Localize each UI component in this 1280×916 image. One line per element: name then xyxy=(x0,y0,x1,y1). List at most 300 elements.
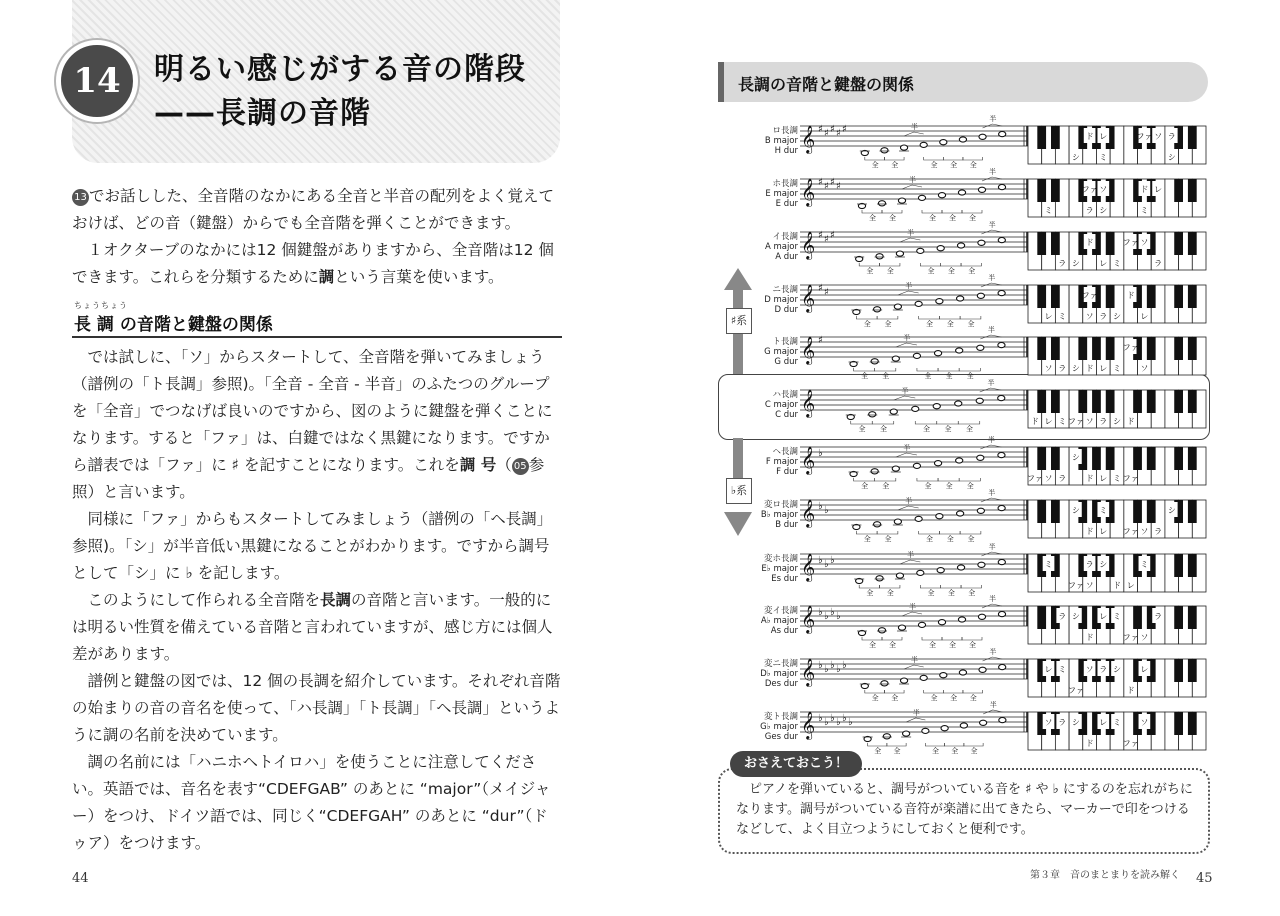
whole-step-mark: 全 xyxy=(924,482,932,490)
key-note-label: ラ xyxy=(1167,132,1176,141)
page-number: 44 xyxy=(72,871,89,886)
key-name-de: As dur xyxy=(770,626,798,636)
black-key xyxy=(1037,500,1046,523)
staff xyxy=(800,379,1030,433)
key-note-label: ド xyxy=(1085,132,1094,141)
whole-step-mark: 全 xyxy=(869,641,876,649)
key-note-label: ド xyxy=(1126,417,1135,426)
black-key xyxy=(1133,447,1142,470)
key-note-label: ソ xyxy=(1140,364,1149,373)
reference-badge: 05 xyxy=(512,458,529,475)
black-key xyxy=(1147,500,1156,523)
intro-paragraph-2: １オクターブのなかには12 個鍵盤がありますから、全音階は12 個できます。これらを分類するために調という言葉を使います。 xyxy=(72,241,554,286)
whole-step-bracket xyxy=(939,316,960,319)
whole-step-bracket xyxy=(939,531,960,534)
half-step-caret xyxy=(900,238,920,242)
scale-note xyxy=(958,190,965,195)
whole-step-bracket xyxy=(887,743,906,746)
key-note-label: ミ xyxy=(1140,206,1149,215)
scale-note xyxy=(896,573,903,578)
whole-step-bracket xyxy=(962,637,982,640)
key-name xyxy=(728,447,798,477)
half-step-mark: 半 xyxy=(901,387,909,395)
half-step-mark: 半 xyxy=(989,115,997,123)
key-note-label: シ xyxy=(1071,718,1080,727)
key-note-label: レ xyxy=(1099,259,1108,268)
black-key xyxy=(1188,179,1197,202)
key-note-label: シ xyxy=(1099,560,1108,569)
scale-note xyxy=(998,453,1005,458)
whole-step-mark: 全 xyxy=(871,161,879,169)
key-note-label: ド xyxy=(1085,739,1094,748)
flat-accidental-icon: ♭ xyxy=(818,713,823,724)
whole-step-mark: 全 xyxy=(947,267,955,275)
scale-note xyxy=(958,617,965,622)
key-note-label: レ xyxy=(1099,364,1108,373)
whole-step-bracket xyxy=(872,421,894,424)
half-step-caret xyxy=(898,291,919,295)
key-name-en: E♭ major xyxy=(761,564,798,574)
key-name-en: B major xyxy=(764,136,798,146)
body-paragraph-1: では試しに、「ソ」からスタートして、全音階を弾いてみましょう（譜例の「ト長調」参照)。「全音 - 全音 - 半音」のふたつのグループを「全音」でつなげば良いのですから、図のように鍵盤を弾くことになります。すると「ファ」は、白鍵ではなく黒鍵になります。ですから譜表では「ファ」に ♯ を記すことになります。これを調 号（ 05 参照）と言います。 xyxy=(72,348,553,501)
key-name xyxy=(728,232,798,262)
whole-step-mark: 全 xyxy=(969,161,977,169)
key-name-jp: ハ長調 xyxy=(772,390,798,400)
scale-note xyxy=(979,134,986,139)
whole-step-mark: 全 xyxy=(863,320,871,328)
scale-note xyxy=(878,628,885,633)
key-name-jp: 変ト長調 xyxy=(763,712,798,722)
key-note-label: ド xyxy=(1126,686,1135,695)
key-row xyxy=(640,221,1280,275)
scale-note xyxy=(900,145,907,150)
key-note-label: ド xyxy=(1085,364,1094,373)
treble-clef-icon: 𝄞 xyxy=(801,125,816,153)
whole-step-mark: 全 xyxy=(968,267,976,275)
black-key xyxy=(1133,606,1142,629)
key-name xyxy=(728,126,798,156)
sharp-accidental-icon: ♯ xyxy=(818,177,823,188)
whole-step-bracket xyxy=(942,210,962,213)
whole-step-bracket xyxy=(880,263,900,266)
flat-system-label: ♭系 xyxy=(726,478,752,504)
scale-note xyxy=(999,665,1006,670)
black-key xyxy=(1106,447,1115,470)
whole-step-bracket xyxy=(856,316,877,319)
half-step-caret xyxy=(904,665,924,669)
key-name-en: D major xyxy=(764,295,798,305)
scale-note xyxy=(980,720,987,725)
half-step-mark: 半 xyxy=(909,176,916,184)
scale-note xyxy=(913,463,920,468)
key-note-label: ファ xyxy=(1068,581,1084,590)
flat-accidental-icon: ♭ xyxy=(818,660,823,671)
key-note-label: ソ xyxy=(1085,312,1094,321)
half-step-caret xyxy=(900,560,920,564)
key-note-label: シ xyxy=(1167,153,1176,162)
scale-note xyxy=(883,734,890,739)
key-note-label: ファ xyxy=(1122,739,1139,748)
whole-step-mark: 全 xyxy=(930,161,938,169)
black-key xyxy=(1174,232,1183,255)
whole-step-mark: 全 xyxy=(949,214,956,222)
whole-step-mark: 全 xyxy=(924,372,932,380)
whole-step-bracket xyxy=(920,585,940,588)
staff xyxy=(800,489,1030,543)
flat-accidental-icon: ♭ xyxy=(842,660,847,671)
scale-note xyxy=(977,508,984,513)
whole-step-mark: 全 xyxy=(866,589,874,597)
key-row xyxy=(640,436,1280,490)
key-row xyxy=(640,274,1280,328)
whole-step-bracket xyxy=(865,690,885,693)
half-step-caret xyxy=(898,506,919,510)
key-note-label: ラ xyxy=(1058,718,1067,727)
key-note-label: ファ xyxy=(1122,633,1139,642)
scale-note xyxy=(920,675,927,680)
whole-step-mark: 全 xyxy=(861,482,869,490)
key-note-label: ラ xyxy=(1099,417,1108,426)
key-note-label: ミ xyxy=(1099,153,1108,162)
key-note-label: ド xyxy=(1030,417,1039,426)
key-row xyxy=(640,543,1280,597)
staff xyxy=(800,168,1030,222)
black-key xyxy=(1188,447,1197,470)
key-note-label: レ xyxy=(1154,185,1163,194)
whole-step-bracket xyxy=(922,210,942,213)
scale-note xyxy=(978,562,985,567)
half-step-mark: 半 xyxy=(912,709,920,717)
key-name-de: D dur xyxy=(774,305,798,315)
black-key xyxy=(1051,285,1060,308)
black-key xyxy=(1188,337,1197,360)
body-paragraph-4: 譜例と鍵盤の図では、12 個の長調を紹介しています。それぞれ音階の始まりの音の音名を使って、「ハ長調」「ト長調」「ヘ長調」というように調の名前を決めています。 xyxy=(72,672,561,744)
whole-step-bracket xyxy=(915,421,937,424)
half-step-mark: 半 xyxy=(907,551,915,559)
scale-note xyxy=(998,560,1005,565)
key-name xyxy=(728,179,798,209)
key-name-jp: 変ホ長調 xyxy=(763,554,798,564)
whole-step-mark: 全 xyxy=(926,320,933,328)
key-note-label: ミ xyxy=(1058,665,1067,674)
flat-accidental-icon: ♭ xyxy=(824,717,829,728)
scale-note xyxy=(913,353,920,358)
whole-step-bracket xyxy=(875,478,896,481)
key-name-jp: イ長調 xyxy=(772,232,798,242)
whole-step-bracket xyxy=(922,637,942,640)
key-note-label: ファ xyxy=(1122,527,1139,536)
staff xyxy=(800,701,1030,755)
scale-note xyxy=(998,612,1005,617)
scale-note xyxy=(918,622,925,627)
scale-note xyxy=(959,670,966,675)
half-step-mark: 半 xyxy=(989,648,997,656)
key-note-label: ミ xyxy=(1113,364,1121,373)
key-note-label: ミ xyxy=(1058,417,1067,426)
scale-note xyxy=(871,359,878,364)
whole-step-bracket xyxy=(963,157,983,160)
black-key xyxy=(1133,390,1142,413)
key-name-en: E major xyxy=(765,189,798,199)
whole-step-mark: 全 xyxy=(874,747,882,755)
key-name-en: F major xyxy=(765,457,798,467)
whole-step-bracket xyxy=(945,743,964,746)
key-name xyxy=(728,606,798,636)
scale-note xyxy=(998,396,1005,401)
whole-step-mark: 全 xyxy=(869,214,876,222)
flat-accidental-icon: ♭ xyxy=(848,717,853,728)
whole-step-mark: 全 xyxy=(891,161,899,169)
whole-step-mark: 全 xyxy=(947,589,955,597)
whole-step-mark: 全 xyxy=(866,267,874,275)
key-note-label: レ xyxy=(1140,312,1149,321)
whole-step-mark: 全 xyxy=(861,372,869,380)
whole-step-mark: 全 xyxy=(969,641,976,649)
scale-note xyxy=(998,343,1005,348)
black-key xyxy=(1188,554,1197,577)
whole-step-mark: 全 xyxy=(929,214,936,222)
scale-note xyxy=(998,291,1005,296)
whole-step-mark: 全 xyxy=(966,425,973,433)
black-key xyxy=(1106,390,1115,413)
staff xyxy=(800,595,1030,649)
whole-step-bracket xyxy=(920,263,940,266)
key-name-jp: 変ロ長調 xyxy=(763,500,798,510)
key-note-label: ソ xyxy=(1085,417,1094,426)
figure-heading: 長調の音階と鍵盤の関係 xyxy=(718,62,1208,102)
key-name xyxy=(728,712,798,742)
whole-step-mark: 全 xyxy=(882,372,890,380)
black-key xyxy=(1174,447,1183,470)
whole-step-bracket xyxy=(961,263,981,266)
black-key xyxy=(1188,712,1197,735)
black-key xyxy=(1037,285,1046,308)
black-key xyxy=(1037,390,1046,413)
black-key xyxy=(1037,447,1046,470)
scale-note xyxy=(937,568,944,573)
whole-step-mark: 全 xyxy=(929,641,936,649)
whole-step-mark: 全 xyxy=(969,694,977,702)
key-note-label: ソ xyxy=(1154,132,1163,141)
key-note-label: ド xyxy=(1085,633,1094,642)
whole-step-mark: 全 xyxy=(886,589,894,597)
black-key xyxy=(1092,337,1101,360)
whole-step-bracket xyxy=(959,368,980,371)
whole-step-mark: 全 xyxy=(880,425,887,433)
sharp-accidental-icon: ♯ xyxy=(818,230,823,241)
staff xyxy=(800,326,1030,380)
key-note-label: ファ xyxy=(1081,185,1098,194)
key-note-label: ソ xyxy=(1140,718,1149,727)
black-key xyxy=(1174,606,1183,629)
scale-note xyxy=(903,731,910,736)
whole-step-mark: 全 xyxy=(930,694,938,702)
key-note-label: ミ xyxy=(1140,560,1149,569)
key-name-de: Ges dur xyxy=(764,732,798,742)
key-note-label: ド xyxy=(1113,581,1121,590)
whole-step-bracket xyxy=(877,316,898,319)
flat-accidental-icon: ♭ xyxy=(824,559,829,570)
keyboard xyxy=(1028,447,1206,485)
key-note-label: シ xyxy=(1167,506,1176,515)
half-step-mark: 半 xyxy=(988,221,996,229)
scale-note xyxy=(876,576,883,581)
black-key xyxy=(1037,179,1046,202)
key-note-label: シ xyxy=(1071,364,1080,373)
whole-step-bracket xyxy=(851,421,873,424)
whole-step-bracket xyxy=(943,690,963,693)
keyboard xyxy=(1028,337,1206,375)
keyboard xyxy=(1028,500,1206,538)
scale-note xyxy=(915,516,922,521)
flat-accidental-icon: ♭ xyxy=(836,717,841,728)
scale-note xyxy=(871,469,878,474)
key-name-jp: 変ニ長調 xyxy=(763,659,798,669)
whole-step-bracket xyxy=(862,637,882,640)
whole-step-mark: 全 xyxy=(871,694,879,702)
key-note-label: シ xyxy=(1071,612,1080,621)
whole-step-bracket xyxy=(962,210,982,213)
key-note-label: ソ xyxy=(1140,633,1149,642)
scale-note xyxy=(959,137,966,142)
whole-step-bracket xyxy=(882,210,902,213)
key-name-de: Des dur xyxy=(764,679,798,689)
key-name-en: A♭ major xyxy=(760,616,798,626)
half-step-mark: 半 xyxy=(987,436,995,444)
staff xyxy=(800,648,1030,702)
treble-clef-icon: 𝄞 xyxy=(801,284,816,312)
whole-step-mark: 全 xyxy=(891,694,899,702)
black-key xyxy=(1147,447,1156,470)
scale-note xyxy=(874,307,881,312)
scale-note xyxy=(957,565,964,570)
key-note-label: ソ xyxy=(1099,185,1108,194)
black-key xyxy=(1147,285,1156,308)
whole-step-bracket xyxy=(865,157,885,160)
key-name-en: A major xyxy=(764,242,798,252)
staff xyxy=(800,436,1030,490)
scale-note xyxy=(940,140,947,145)
key-row xyxy=(640,595,1280,649)
key-row xyxy=(640,489,1280,543)
sharp-accidental-icon: ♯ xyxy=(830,124,835,135)
black-key xyxy=(1078,337,1087,360)
whole-step-mark: 全 xyxy=(950,161,958,169)
black-key xyxy=(1188,285,1197,308)
scale-note xyxy=(941,726,948,731)
black-key xyxy=(1037,337,1046,360)
scale-note xyxy=(917,248,924,253)
key-note-label: シ xyxy=(1113,665,1121,674)
whole-step-bracket xyxy=(882,637,902,640)
whole-step-bracket xyxy=(919,316,940,319)
key-row xyxy=(640,701,1280,755)
treble-clef-icon: 𝄞 xyxy=(801,658,816,686)
black-key xyxy=(1037,232,1046,255)
key-note-label: ソ xyxy=(1044,718,1053,727)
whole-step-mark: 全 xyxy=(923,425,930,433)
page-number: 45 xyxy=(1196,871,1213,886)
black-key xyxy=(1106,285,1115,308)
flat-accidental-icon: ♭ xyxy=(830,660,835,671)
key-note-label: ソ xyxy=(1085,665,1094,674)
whole-step-bracket xyxy=(958,421,980,424)
key-note-label: ミ xyxy=(1058,312,1067,321)
treble-clef-icon: 𝄞 xyxy=(801,553,816,581)
flat-accidental-icon: ♭ xyxy=(818,607,823,618)
black-key xyxy=(1147,390,1156,413)
whole-step-bracket xyxy=(919,531,940,534)
whole-step-mark: 全 xyxy=(970,747,978,755)
scale-note xyxy=(894,304,901,309)
whole-step-mark: 全 xyxy=(946,320,954,328)
whole-step-bracket xyxy=(859,263,879,266)
whole-step-bracket xyxy=(938,368,959,371)
chapter-title-line-1: 明るい感じがする音の階段 xyxy=(154,52,526,87)
key-name-de: B dur xyxy=(775,520,798,530)
key-name-jp: ホ長調 xyxy=(772,179,798,189)
half-step-mark: 半 xyxy=(988,489,996,497)
treble-clef-icon: 𝄞 xyxy=(801,336,816,364)
half-step-mark: 半 xyxy=(905,497,913,505)
key-name-jp: 変イ長調 xyxy=(763,606,798,616)
key-name-jp: ト長調 xyxy=(772,337,798,347)
key-note-label: ミ xyxy=(1113,612,1121,621)
key-name-en: D♭ major xyxy=(760,669,798,679)
whole-step-bracket xyxy=(941,263,961,266)
whole-step-mark: 全 xyxy=(932,747,939,755)
key-note-label: ラ xyxy=(1085,560,1094,569)
key-note-label: レ xyxy=(1099,527,1108,536)
whole-step-mark: 全 xyxy=(886,267,894,275)
tip-tag: おさえておこう！ xyxy=(730,751,862,777)
scale-note xyxy=(979,667,986,672)
whole-step-bracket xyxy=(862,210,882,213)
chapter-footer: 第３章 音のまとまりを読み解く xyxy=(1030,870,1180,881)
treble-clef-icon: 𝄞 xyxy=(801,231,816,259)
body-paragraph-5: 調の名前には「ハニホヘトイロハ」を使うことに注意してください。英語では、音名を表す“CDEFGAB” のあとに “major”（メイジャー）をつけ、ドイツ語では、同じく“CDEFGAH” のあとに “dur”（ドゥア）をつけます。 xyxy=(72,753,551,852)
key-name xyxy=(728,390,798,420)
treble-clef-icon: 𝄞 xyxy=(801,711,816,739)
key-note-label: ド xyxy=(1085,527,1094,536)
whole-step-bracket xyxy=(937,421,959,424)
keyboard xyxy=(1028,606,1206,644)
key-note-label: ラ xyxy=(1085,206,1094,215)
black-key xyxy=(1051,337,1060,360)
key-name-de: G dur xyxy=(774,357,798,367)
key-name-de: Es dur xyxy=(771,574,798,584)
scale-note xyxy=(977,455,984,460)
key-name-de: A dur xyxy=(775,252,798,262)
reference-badge: 13 xyxy=(72,189,89,206)
key-note-label: レ xyxy=(1044,417,1053,426)
whole-step-mark: 全 xyxy=(969,214,976,222)
black-key xyxy=(1051,447,1060,470)
scale-note xyxy=(936,514,943,519)
scale-note xyxy=(960,723,967,728)
black-key xyxy=(1174,659,1183,682)
sharp-accidental-icon: ♯ xyxy=(836,181,841,192)
key-note-label: ラ xyxy=(1058,364,1067,373)
whole-step-mark: 全 xyxy=(946,535,954,543)
treble-clef-icon: 𝄞 xyxy=(801,389,816,417)
scale-note xyxy=(999,132,1006,137)
key-note-label: ラ xyxy=(1058,474,1067,483)
whole-step-mark: 全 xyxy=(949,641,956,649)
key-note-label: ラ xyxy=(1058,259,1067,268)
key-note-label: ファ xyxy=(1068,686,1084,695)
whole-step-bracket xyxy=(942,637,962,640)
